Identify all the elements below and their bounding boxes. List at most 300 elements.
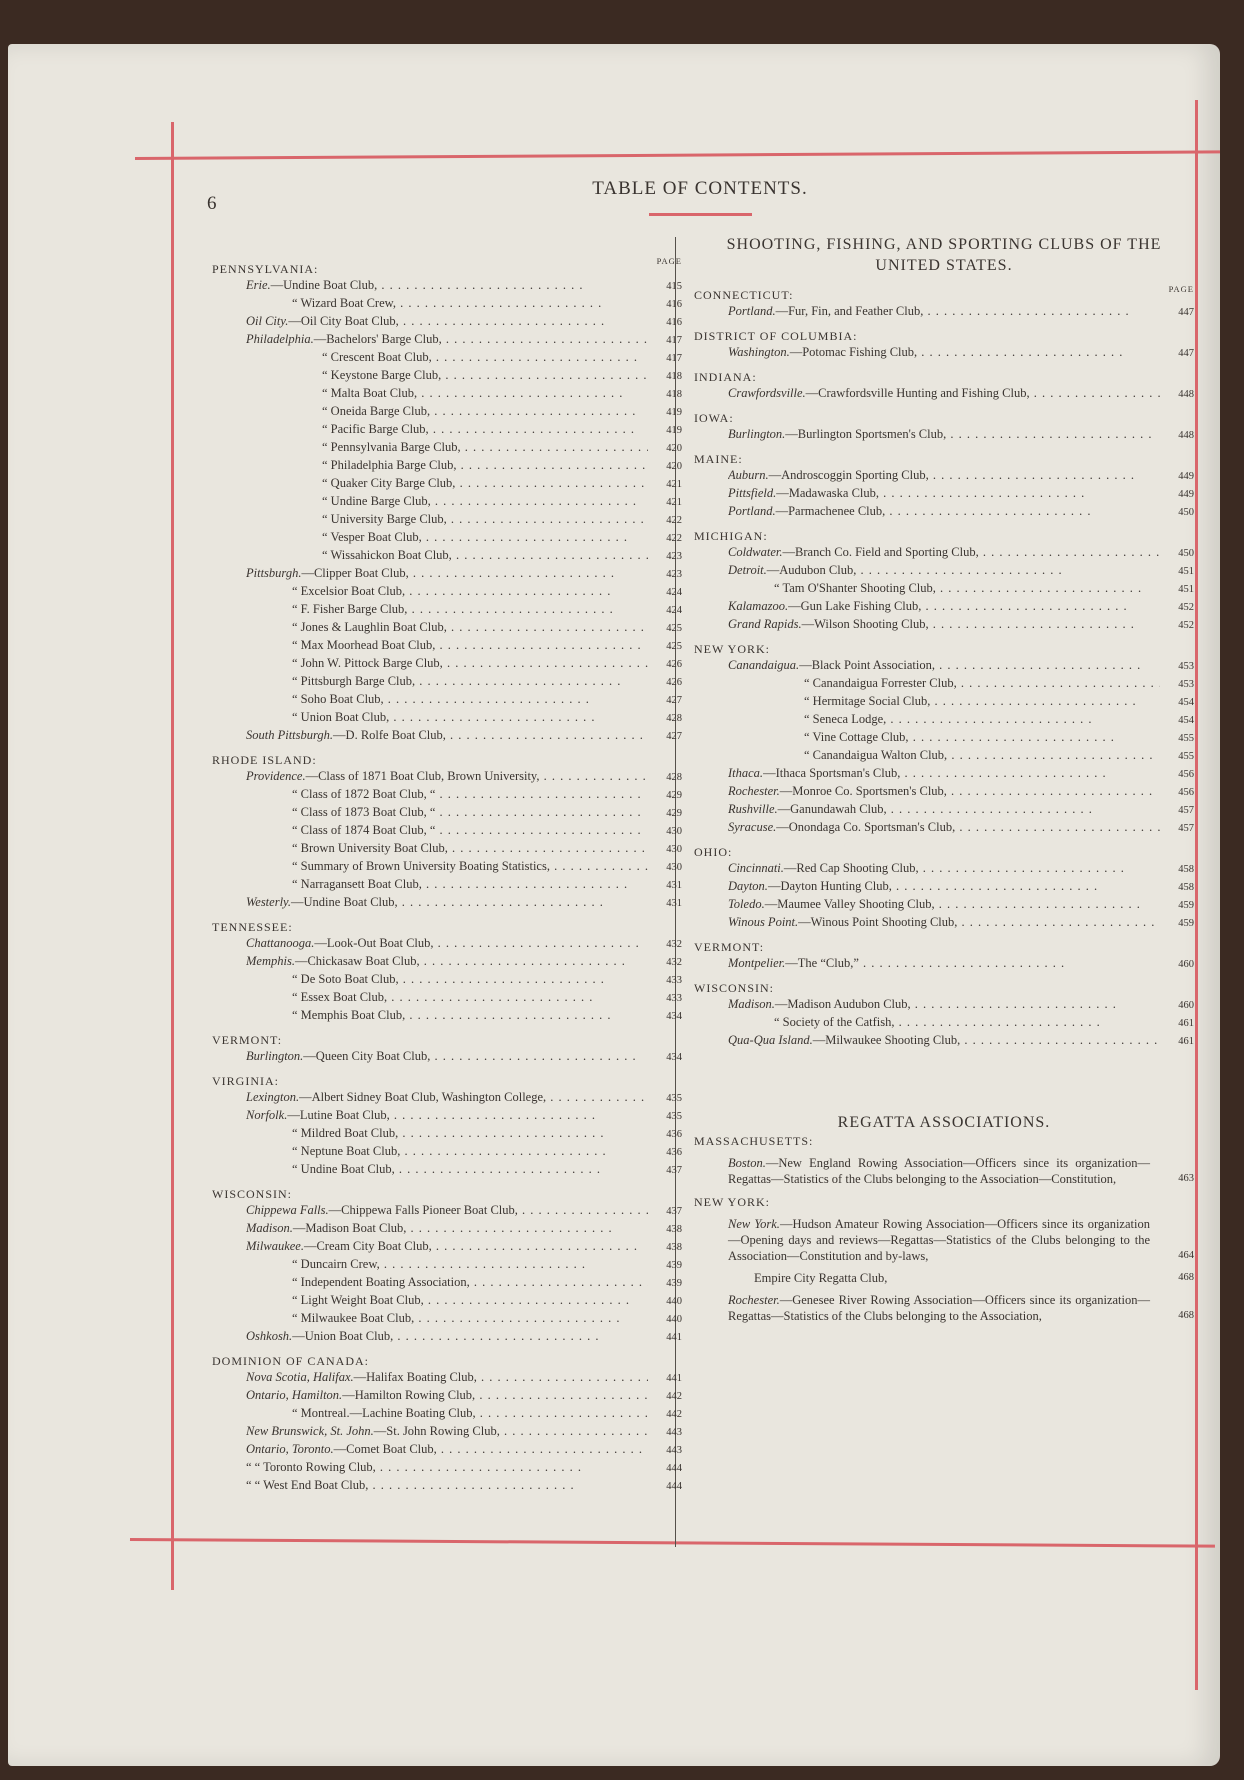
regatta-text bbox=[728, 1216, 1160, 1264]
entry-text: —Black Point Association, bbox=[799, 658, 935, 672]
entry-title bbox=[728, 344, 1160, 360]
toc-entry bbox=[212, 1477, 682, 1495]
entry-city: New York. bbox=[728, 1217, 780, 1231]
entry-page: 454 bbox=[1178, 697, 1194, 708]
toc-entry bbox=[212, 691, 682, 709]
entry-city: Pittsfield. bbox=[728, 486, 777, 500]
toc-entry bbox=[694, 562, 1194, 580]
entry-title bbox=[322, 403, 648, 419]
toc-entry bbox=[212, 403, 682, 421]
toc-entry bbox=[212, 727, 682, 745]
entry-page: 460 bbox=[1178, 959, 1194, 970]
entry-page: 461 bbox=[1178, 1018, 1194, 1029]
toc-entry bbox=[694, 616, 1194, 634]
entry-page: 444 bbox=[666, 1481, 682, 1492]
entry-title bbox=[292, 1310, 648, 1326]
entry-page: 441 bbox=[666, 1373, 682, 1384]
entry-title bbox=[322, 511, 648, 527]
entry-page: 435 bbox=[666, 1111, 682, 1122]
toc-entry bbox=[694, 580, 1194, 598]
entry-text: “ Seneca Lodge, bbox=[804, 712, 887, 726]
entry-title bbox=[728, 303, 1160, 319]
entry-text: —Parmachenee Club, bbox=[775, 504, 886, 518]
entry-page: 468 bbox=[1178, 1310, 1194, 1321]
entry-title bbox=[246, 894, 648, 910]
page-column-label: PAGE bbox=[656, 256, 682, 266]
entry-page: 440 bbox=[666, 1314, 682, 1325]
entry-title bbox=[246, 565, 648, 581]
entry-city: Westerly. bbox=[246, 895, 292, 909]
entry-title bbox=[728, 783, 1160, 799]
entry-page: 434 bbox=[666, 1011, 682, 1022]
toc-entry bbox=[212, 971, 682, 989]
entry-page: 461 bbox=[1178, 1036, 1194, 1047]
entry-text: Empire City Regatta Club, bbox=[754, 1271, 888, 1285]
entry-text: —Chickasaw Boat Club, bbox=[294, 954, 420, 968]
page-title: TABLE OF CONTENTS. bbox=[592, 178, 808, 199]
entry-title bbox=[728, 896, 1160, 912]
entry-title bbox=[292, 876, 648, 892]
entry-title bbox=[292, 583, 648, 599]
entry-page: 421 bbox=[666, 479, 682, 490]
entry-city: New Brunswick, St. John. bbox=[246, 1424, 374, 1438]
entry-title bbox=[246, 1202, 648, 1218]
entry-title bbox=[246, 1441, 648, 1457]
frame-rule-left bbox=[171, 122, 174, 1590]
entry-title bbox=[728, 955, 1160, 971]
entry-page: 464 bbox=[1178, 1250, 1194, 1261]
toc-entry bbox=[694, 693, 1194, 711]
entry-page: 423 bbox=[666, 569, 682, 580]
entry-text: “ Narragansett Boat Club, bbox=[292, 877, 422, 891]
entry-city: Rochester. bbox=[728, 784, 780, 798]
toc-entry bbox=[694, 544, 1194, 562]
entry-city: Auburn. bbox=[728, 468, 769, 482]
entry-text: “ Montreal.—Lachine Boating Club, bbox=[292, 1406, 476, 1420]
entry-text: “ Neptune Boat Club, bbox=[292, 1144, 401, 1158]
entry-text: —Oil City Boat Club, bbox=[288, 314, 399, 328]
entry-text: —Androscoggin Sporting Club, bbox=[768, 468, 929, 482]
entry-page: 424 bbox=[666, 605, 682, 616]
toc-entry bbox=[694, 503, 1194, 521]
toc-entry bbox=[212, 1143, 682, 1161]
entry-page: 451 bbox=[1178, 584, 1194, 595]
entry-page: 468 bbox=[1178, 1272, 1194, 1283]
shooting-section-heading: SHOOTING, FISHING, AND SPORTING CLUBS OF THE UNITED STATES. bbox=[726, 236, 1162, 274]
toc-entry bbox=[212, 1007, 682, 1025]
entry-text: “ De Soto Boat Club, bbox=[292, 972, 399, 986]
toc-entry bbox=[212, 475, 682, 493]
entry-page: 435 bbox=[666, 1093, 682, 1104]
toc-entry bbox=[212, 840, 682, 858]
entry-title bbox=[292, 786, 648, 802]
entry-city: Qua-Qua Island. bbox=[728, 1033, 813, 1047]
entry-title bbox=[246, 935, 648, 951]
entry-title bbox=[246, 1089, 648, 1105]
entry-page: 455 bbox=[1178, 751, 1194, 762]
toc-entry bbox=[212, 439, 682, 457]
entry-page: 415 bbox=[666, 281, 682, 292]
entry-page: 437 bbox=[666, 1206, 682, 1217]
entry-text: —Undine Boat Club, bbox=[291, 895, 398, 909]
toc-entry bbox=[212, 421, 682, 439]
entry-page: 416 bbox=[666, 299, 682, 310]
entry-text: “ Pittsburgh Barge Club, bbox=[292, 674, 416, 688]
entry-page: 456 bbox=[1178, 769, 1194, 780]
entry-city: Washington. bbox=[728, 345, 790, 359]
entry-page: 433 bbox=[666, 993, 682, 1004]
entry-text: —Maumee Valley Shooting Club, bbox=[764, 897, 935, 911]
toc-entry bbox=[694, 729, 1194, 747]
toc-entry bbox=[694, 878, 1194, 896]
toc-entry bbox=[694, 801, 1194, 819]
entry-page: 436 bbox=[666, 1129, 682, 1140]
entry-text: —D. Rolfe Boat Club, bbox=[333, 728, 446, 742]
entry-page: 424 bbox=[666, 587, 682, 598]
shooting-club-list bbox=[694, 288, 1194, 1050]
state-heading: CONNECTICUT: bbox=[694, 288, 794, 302]
entry-text: “ Mildred Boat Club, bbox=[292, 1126, 399, 1140]
entry-text: “ University Barge Club, bbox=[322, 512, 447, 526]
toc-entry bbox=[212, 547, 682, 565]
toc-entry bbox=[212, 601, 682, 619]
toc-entry bbox=[694, 344, 1194, 362]
entry-page: 456 bbox=[1178, 787, 1194, 798]
entry-title bbox=[246, 277, 648, 293]
entry-text: “ Max Moorhead Boat Club, bbox=[292, 638, 436, 652]
entry-text: —Halifax Boating Club, bbox=[353, 1370, 477, 1384]
entry-text: —Clipper Boat Club, bbox=[301, 566, 409, 580]
regatta-list bbox=[694, 1134, 1194, 1324]
entry-title bbox=[804, 729, 1160, 745]
entry-text: —Lutine Boat Club, bbox=[287, 1108, 390, 1122]
entry-page: 454 bbox=[1178, 715, 1194, 726]
toc-entry bbox=[212, 331, 682, 349]
toc-entry bbox=[212, 1161, 682, 1179]
entry-title bbox=[322, 421, 648, 437]
toc-entry bbox=[212, 1310, 682, 1328]
entry-text: —Hamilton Rowing Club, bbox=[342, 1388, 476, 1402]
toc-entry bbox=[212, 511, 682, 529]
toc-entry bbox=[212, 529, 682, 547]
entry-title bbox=[292, 619, 648, 635]
entry-title bbox=[246, 768, 648, 784]
entry-city: Ontario, Hamilton. bbox=[246, 1388, 343, 1402]
entry-title bbox=[292, 804, 648, 820]
entry-city: Montpelier. bbox=[728, 956, 786, 970]
toc-entry bbox=[212, 277, 682, 295]
entry-city: Crawfordsville. bbox=[728, 386, 806, 400]
toc-entry bbox=[212, 1220, 682, 1238]
entry-text: “ Pacific Barge Club, bbox=[322, 422, 429, 436]
entry-text: —Wilson Shooting Club, bbox=[801, 617, 929, 631]
entry-text: —Chippewa Falls Pioneer Boat Club, bbox=[328, 1203, 518, 1217]
entry-title bbox=[292, 601, 648, 617]
entry-page: 417 bbox=[666, 353, 682, 364]
entry-title bbox=[292, 1256, 648, 1272]
toc-entry bbox=[212, 655, 682, 673]
entry-text: —The “Club,” bbox=[785, 956, 859, 970]
entry-city: Rushville. bbox=[728, 802, 778, 816]
state-heading: MICHIGAN: bbox=[694, 529, 768, 543]
entry-text: “ Canandaigua Forrester Club, bbox=[804, 676, 957, 690]
entry-page: 430 bbox=[666, 862, 682, 873]
entry-city: Boston. bbox=[728, 1156, 766, 1170]
entry-page: 452 bbox=[1178, 620, 1194, 631]
entry-title bbox=[292, 840, 648, 856]
entry-text: —Look-Out Boat Club, bbox=[314, 936, 434, 950]
entry-text: —Onondaga Co. Sportsman's Club, bbox=[776, 820, 956, 834]
entry-page: 450 bbox=[1178, 507, 1194, 518]
regatta-entry bbox=[694, 1155, 1194, 1187]
entry-title bbox=[728, 801, 1160, 817]
entry-title bbox=[292, 1007, 648, 1023]
entry-city: Memphis. bbox=[246, 954, 295, 968]
toc-entry bbox=[212, 768, 682, 786]
toc-entry bbox=[212, 858, 682, 876]
page-column-label-right: PAGE bbox=[1168, 284, 1194, 294]
entry-title bbox=[322, 367, 648, 383]
entry-page: 427 bbox=[666, 695, 682, 706]
entry-text: —New England Rowing Association—Officers since its organization—Regattas—Statistics of the Clubs belonging to the Association—Constitution, bbox=[728, 1156, 1150, 1186]
entry-page: 443 bbox=[666, 1427, 682, 1438]
entry-title bbox=[292, 971, 648, 987]
entry-title bbox=[246, 953, 648, 969]
toc-entry bbox=[694, 819, 1194, 837]
toc-entry bbox=[212, 1405, 682, 1423]
entry-text: “ Undine Boat Club, bbox=[292, 1162, 395, 1176]
entry-page: 450 bbox=[1178, 548, 1194, 559]
entry-page: 459 bbox=[1178, 900, 1194, 911]
toc-entry bbox=[694, 783, 1194, 801]
entry-page: 443 bbox=[666, 1445, 682, 1456]
entry-text: —Fur, Fin, and Feather Club, bbox=[775, 304, 924, 318]
entry-page: 430 bbox=[666, 826, 682, 837]
entry-text: “ Brown University Boat Club, bbox=[292, 841, 448, 855]
entry-title bbox=[246, 1328, 648, 1344]
entry-city: Portland. bbox=[728, 304, 776, 318]
entry-title bbox=[728, 657, 1160, 673]
entry-text: —Madawaska Club, bbox=[776, 486, 880, 500]
entry-title bbox=[322, 475, 648, 491]
toc-entry bbox=[694, 303, 1194, 321]
entry-page: 420 bbox=[666, 461, 682, 472]
entry-text: —Cream City Boat Club, bbox=[303, 1239, 432, 1253]
entry-page: 423 bbox=[666, 551, 682, 562]
regatta-section-heading: REGATTA ASSOCIATIONS. bbox=[837, 1114, 1051, 1131]
entry-page: 437 bbox=[666, 1165, 682, 1176]
entry-text: “ Undine Barge Club, bbox=[322, 494, 431, 508]
toc-entry bbox=[212, 637, 682, 655]
entry-title bbox=[322, 385, 648, 401]
toc-entry bbox=[212, 1202, 682, 1220]
toc-entry bbox=[694, 467, 1194, 485]
entry-title bbox=[322, 457, 648, 473]
entry-title bbox=[292, 637, 648, 653]
entry-city: Milwaukee. bbox=[246, 1239, 304, 1253]
toc-entry bbox=[212, 367, 682, 385]
toc-entry bbox=[212, 1125, 682, 1143]
regatta-entry bbox=[694, 1270, 1194, 1286]
toc-entry bbox=[212, 804, 682, 822]
toc-entry bbox=[212, 619, 682, 637]
entry-text: “ John W. Pittock Barge Club, bbox=[292, 656, 443, 670]
toc-entry bbox=[212, 385, 682, 403]
entry-page: 429 bbox=[666, 790, 682, 801]
entry-text: —Milwaukee Shooting Club, bbox=[812, 1033, 961, 1047]
entry-page: 442 bbox=[666, 1391, 682, 1402]
toc-entry bbox=[212, 953, 682, 971]
entry-city: Ontario, Toronto. bbox=[246, 1442, 334, 1456]
entry-text: —Ithaca Sportsman's Club, bbox=[763, 766, 901, 780]
entry-city: Pittsburgh. bbox=[246, 566, 302, 580]
toc-entry bbox=[694, 955, 1194, 973]
toc-entry bbox=[694, 485, 1194, 503]
toc-entry bbox=[212, 1328, 682, 1346]
entry-page: 431 bbox=[666, 898, 682, 909]
entry-page: 442 bbox=[666, 1409, 682, 1420]
entry-text: “ Duncairn Crew, bbox=[292, 1257, 380, 1271]
entry-page: 422 bbox=[666, 533, 682, 544]
entry-title bbox=[246, 1477, 648, 1493]
entry-city: South Pittsburgh. bbox=[246, 728, 334, 742]
entry-page: 427 bbox=[666, 731, 682, 742]
toc-entry bbox=[212, 313, 682, 331]
entry-text: —Madison Boat Club, bbox=[292, 1221, 407, 1235]
state-heading: MAINE: bbox=[694, 452, 743, 466]
entry-city: Canandaigua. bbox=[728, 658, 800, 672]
state-heading: WISCONSIN: bbox=[212, 1187, 293, 1201]
entry-page: 440 bbox=[666, 1296, 682, 1307]
title-underline bbox=[649, 213, 752, 216]
toc-entry bbox=[212, 295, 682, 313]
entry-text: —Class of 1871 Boat Club, Brown University, bbox=[305, 769, 540, 783]
entry-page: 448 bbox=[1178, 430, 1194, 441]
entry-title bbox=[728, 544, 1160, 560]
entry-text: —Audubon Club, bbox=[766, 563, 857, 577]
entry-text: —Gun Lake Fishing Club, bbox=[788, 599, 922, 613]
entry-text: “ Jones & Laughlin Boat Club, bbox=[292, 620, 447, 634]
entry-city: Madison. bbox=[246, 1221, 293, 1235]
entry-city: Detroit. bbox=[728, 563, 767, 577]
entry-city: Lexington. bbox=[246, 1090, 300, 1104]
entry-page: 453 bbox=[1178, 661, 1194, 672]
entry-city: Coldwater. bbox=[728, 545, 783, 559]
toc-entry bbox=[212, 894, 682, 912]
toc-entry bbox=[212, 1423, 682, 1441]
entry-title bbox=[728, 819, 1160, 835]
entry-text: “ Tam O'Shanter Shooting Club, bbox=[774, 581, 936, 595]
toc-entry bbox=[212, 1459, 682, 1477]
state-heading: NEW YORK: bbox=[694, 642, 770, 656]
entry-city: Rochester. bbox=[728, 1293, 780, 1307]
toc-entry bbox=[212, 493, 682, 511]
entry-title bbox=[804, 693, 1160, 709]
entry-title bbox=[292, 673, 648, 689]
entry-title bbox=[728, 616, 1160, 632]
toc-entry bbox=[212, 876, 682, 894]
entry-text: —Red Cap Shooting Club, bbox=[783, 861, 919, 875]
entry-text: “ Light Weight Boat Club, bbox=[292, 1293, 424, 1307]
toc-entry bbox=[694, 598, 1194, 616]
entry-text: “ Summary of Brown University Boating Statistics, bbox=[292, 859, 550, 873]
entry-page: 425 bbox=[666, 623, 682, 634]
toc-entry bbox=[212, 673, 682, 691]
toc-entry bbox=[212, 709, 682, 727]
entry-title bbox=[728, 996, 1160, 1012]
toc-entry bbox=[212, 786, 682, 804]
entry-page: 429 bbox=[666, 808, 682, 819]
entry-text: “ Quaker City Barge Club, bbox=[322, 476, 456, 490]
entry-page: 418 bbox=[666, 371, 682, 382]
entry-page: 432 bbox=[666, 957, 682, 968]
state-heading: DOMINION OF CANADA: bbox=[212, 1354, 369, 1368]
entry-page: 420 bbox=[666, 443, 682, 454]
entry-text: —Hudson Amateur Rowing Association—Officers since its organization—Opening days and reviews—Regattas—Statistics of the Clubs belonging to the Association—Constitution and by-laws, bbox=[728, 1217, 1150, 1263]
toc-entry bbox=[212, 935, 682, 953]
entry-city: Erie. bbox=[246, 278, 271, 292]
entry-title bbox=[246, 1459, 648, 1475]
boat-club-list bbox=[212, 262, 682, 1495]
entry-title bbox=[292, 709, 648, 725]
entry-title bbox=[292, 1405, 648, 1421]
toc-entry bbox=[212, 1048, 682, 1066]
entry-text: —Burlington Sportsmen's Club, bbox=[785, 427, 947, 441]
entry-title bbox=[292, 655, 648, 671]
entry-page: 458 bbox=[1178, 882, 1194, 893]
right-column bbox=[694, 234, 1194, 1324]
entry-page: 436 bbox=[666, 1147, 682, 1158]
entry-text: —Crawfordsville Hunting and Fishing Club, bbox=[805, 386, 1030, 400]
entry-title bbox=[728, 426, 1160, 442]
entry-page: 432 bbox=[666, 939, 682, 950]
entry-page: 434 bbox=[666, 1052, 682, 1063]
toc-entry bbox=[212, 1292, 682, 1310]
entry-page: 416 bbox=[666, 317, 682, 328]
entry-text: “ Oneida Barge Club, bbox=[322, 404, 431, 418]
entry-text: “ Milwaukee Boat Club, bbox=[292, 1311, 415, 1325]
entry-page: 452 bbox=[1178, 602, 1194, 613]
toc-entry bbox=[694, 896, 1194, 914]
entry-city: Burlington. bbox=[246, 1049, 304, 1063]
entry-title bbox=[804, 747, 1160, 763]
toc-entry bbox=[694, 711, 1194, 729]
toc-entry bbox=[212, 349, 682, 367]
entry-city: Grand Rapids. bbox=[728, 617, 802, 631]
entry-page: 449 bbox=[1178, 489, 1194, 500]
toc-entry bbox=[694, 657, 1194, 675]
entry-title bbox=[246, 1238, 648, 1254]
entry-title bbox=[322, 349, 648, 365]
entry-title bbox=[246, 331, 648, 347]
entry-page: 439 bbox=[666, 1278, 682, 1289]
entry-text: “ Society of the Catfish, bbox=[774, 1015, 895, 1029]
entry-page: 418 bbox=[666, 389, 682, 400]
entry-text: “ Wizard Boat Crew, bbox=[292, 296, 396, 310]
state-heading: IOWA: bbox=[694, 411, 734, 425]
entry-city: Toledo. bbox=[728, 897, 765, 911]
entry-title bbox=[804, 711, 1160, 727]
entry-text: “ Union Boat Club, bbox=[292, 710, 390, 724]
toc-entry bbox=[212, 565, 682, 583]
entry-page: 438 bbox=[666, 1242, 682, 1253]
entry-text: “ Wissahickon Boat Club, bbox=[322, 548, 452, 562]
entry-city: Dayton. bbox=[728, 879, 768, 893]
state-heading: VIRGINIA: bbox=[212, 1074, 279, 1088]
entry-city: Syracuse. bbox=[728, 820, 777, 834]
state-heading: INDIANA: bbox=[694, 370, 757, 384]
entry-title bbox=[292, 858, 648, 874]
